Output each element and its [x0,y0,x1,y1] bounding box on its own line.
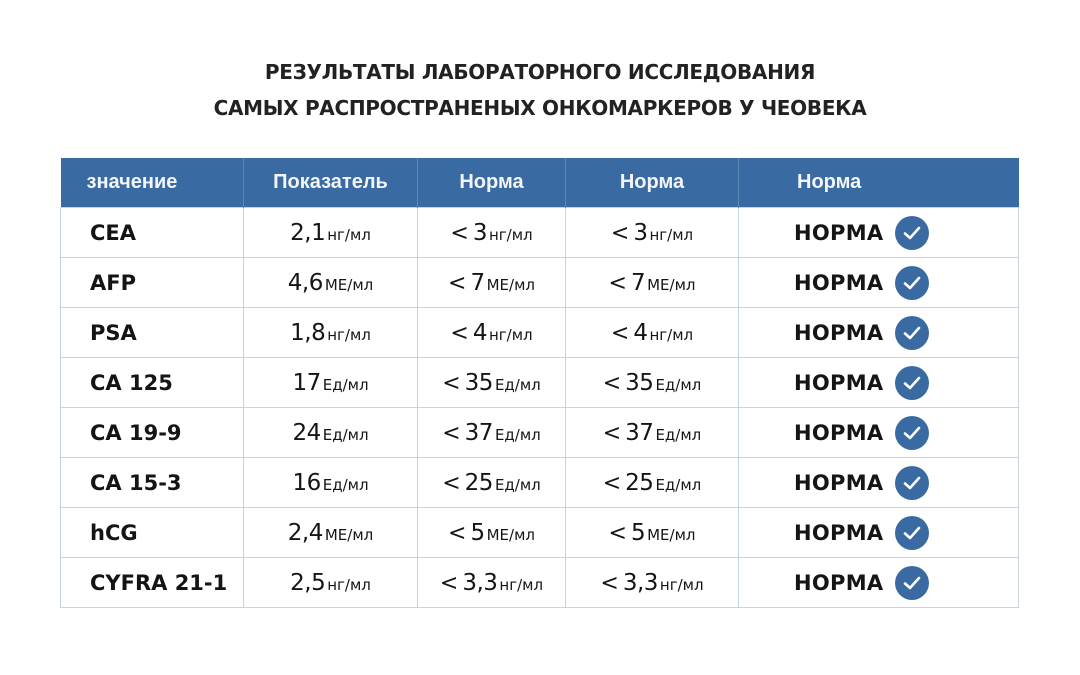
measured-value: 2,5 [290,569,326,596]
status-badge: НОРМА [794,370,884,395]
table-row [61,308,1019,358]
table-row [61,258,1019,308]
status-badge: НОРМА [794,320,884,345]
marker-label: PSA [90,320,137,345]
marker-name [61,508,244,558]
marker-label: CA 19-9 [90,420,182,445]
page-title-line-1: РЕЗУЛЬТАТЫ ЛАБОРАТОРНОГО ИССЛЕДОВАНИЯ [264,60,816,84]
norm-2-value: 3 [633,219,648,246]
measured-unit: Ед/мл [322,425,369,444]
check-circle-icon [895,216,929,250]
status-badge: НОРМА [794,270,884,295]
measured-value-cell [244,508,418,558]
status-badge: НОРМА [794,220,884,245]
table-row [61,408,1019,458]
norm-1-cell [418,208,566,258]
measured-value: 17 [292,369,321,396]
less-than-sign: < [442,370,461,396]
status-badge: НОРМА [794,570,884,595]
measured-value-cell [244,458,418,508]
norm-1-value: 35 [464,369,493,396]
norm-2-value: 25 [625,469,654,496]
less-than-sign: < [610,220,630,246]
norm-2-cell [566,408,739,458]
less-than-sign: < [602,370,622,396]
norm-2-value: 3,3 [622,569,658,596]
measured-unit: нг/мл [327,575,371,594]
norm-1-unit: нг/мл [488,225,533,244]
norm-2-unit: МЕ/мл [647,275,696,294]
norm-2-cell [566,258,739,308]
norm-2-value: 5 [630,519,646,546]
marker-label: AFP [90,270,136,295]
table-row [61,358,1019,408]
table-row [61,508,1019,558]
norm-1-unit: нг/мл [488,325,533,344]
less-than-sign: < [439,570,459,596]
header-value: Показатель [244,158,418,208]
norm-1-cell [418,308,566,358]
oncomarker-results-table [60,158,1019,608]
marker-label: CYFRA 21-1 [90,570,228,595]
norm-1-unit: МЕ/мл [486,275,535,294]
table-row [61,558,1019,608]
measured-value-cell [244,408,418,458]
marker-name [61,208,244,258]
norm-1-unit: Ед/мл [494,425,541,444]
marker-name [61,558,244,608]
check-circle-icon [895,366,929,400]
marker-name [61,458,244,508]
status-badge: НОРМА [794,420,884,445]
marker-label: CA 125 [90,370,173,395]
header-marker: значение [61,158,244,208]
measured-value-cell [244,208,418,258]
status-cell [739,308,1019,358]
norm-2-unit: нг/мл [649,325,694,344]
measured-unit: МЕ/мл [324,275,374,294]
norm-2-value: 37 [625,419,654,446]
marker-label: CEA [90,220,137,245]
norm-2-value: 35 [625,369,654,396]
norm-2-cell [566,308,739,358]
less-than-sign: < [448,520,467,546]
less-than-sign: < [602,420,622,446]
status-badge: НОРМА [794,520,884,545]
norm-1-unit: Ед/мл [494,475,541,494]
check-circle-icon [895,466,929,500]
less-than-sign: < [450,220,469,246]
norm-2-cell [566,458,739,508]
norm-1-cell [418,408,566,458]
norm-1-value: 3,3 [462,569,498,596]
page-title-line-2: САМЫХ РАСПРОСТРАНЕНЫХ ОНКОМАРКЕРОВ У ЧЕОВЕКА [213,96,867,120]
norm-1-cell [418,258,566,308]
table-header-row [61,158,1019,208]
measured-value-cell [244,358,418,408]
marker-name [61,358,244,408]
marker-name [61,408,244,458]
less-than-sign: < [608,520,627,546]
status-cell [739,458,1019,508]
measured-value-cell [244,308,418,358]
less-than-sign: < [610,320,630,346]
marker-label: hCG [90,520,138,545]
measured-value-cell [244,258,418,308]
norm-1-value: 7 [470,269,485,296]
header-status: Норма [739,158,1019,208]
measured-unit: нг/мл [327,325,371,344]
status-badge: НОРМА [794,470,884,495]
norm-2-value: 4 [633,319,648,346]
norm-2-value: 7 [630,269,646,296]
norm-2-cell [566,508,739,558]
less-than-sign: < [600,570,619,596]
status-cell [739,258,1019,308]
norm-2-unit: Ед/мл [655,425,702,444]
norm-2-unit: МЕ/мл [647,525,696,544]
norm-1-cell [418,508,566,558]
norm-1-cell [418,358,566,408]
norm-1-value: 37 [464,419,493,446]
status-cell [739,358,1019,408]
norm-2-unit: Ед/мл [655,375,702,394]
marker-name [61,308,244,358]
check-circle-icon [895,566,929,600]
norm-1-unit: МЕ/мл [486,525,535,544]
norm-1-value: 3 [472,219,487,246]
marker-label: CA 15-3 [90,470,182,495]
measured-value: 2,4 [287,519,323,546]
check-circle-icon [895,516,929,550]
status-cell [739,558,1019,608]
table-row [61,208,1019,258]
less-than-sign: < [608,270,627,296]
header-norm-1: Норма [418,158,566,208]
table-row [61,458,1019,508]
norm-2-unit: Ед/мл [655,475,702,494]
marker-name [61,258,244,308]
status-cell [739,208,1019,258]
header-norm-2: Норма [566,158,739,208]
norm-1-value: 5 [470,519,485,546]
norm-2-unit: нг/мл [649,225,694,244]
check-circle-icon [895,316,929,350]
less-than-sign: < [450,320,469,346]
norm-2-cell [566,208,739,258]
less-than-sign: < [442,470,461,496]
measured-value-cell [244,558,418,608]
less-than-sign: < [442,420,461,446]
norm-1-unit: Ед/мл [494,375,541,394]
check-circle-icon [895,266,929,300]
measured-value: 16 [292,469,321,496]
norm-2-cell [566,558,739,608]
norm-1-unit: нг/мл [499,575,544,594]
measured-value: 4,6 [287,269,323,296]
measured-value: 24 [292,419,321,446]
status-cell [739,508,1019,558]
measured-value: 1,8 [290,319,326,346]
measured-unit: нг/мл [327,225,371,244]
measured-unit: МЕ/мл [324,525,374,544]
norm-1-cell [418,558,566,608]
measured-unit: Ед/мл [322,375,369,394]
less-than-sign: < [602,470,622,496]
norm-1-cell [418,458,566,508]
norm-2-cell [566,358,739,408]
measured-value: 2,1 [290,219,326,246]
status-cell [739,408,1019,458]
measured-unit: Ед/мл [322,475,369,494]
norm-2-unit: нг/мл [659,575,704,594]
norm-1-value: 25 [464,469,493,496]
less-than-sign: < [448,270,467,296]
check-circle-icon [895,416,929,450]
norm-1-value: 4 [472,319,487,346]
